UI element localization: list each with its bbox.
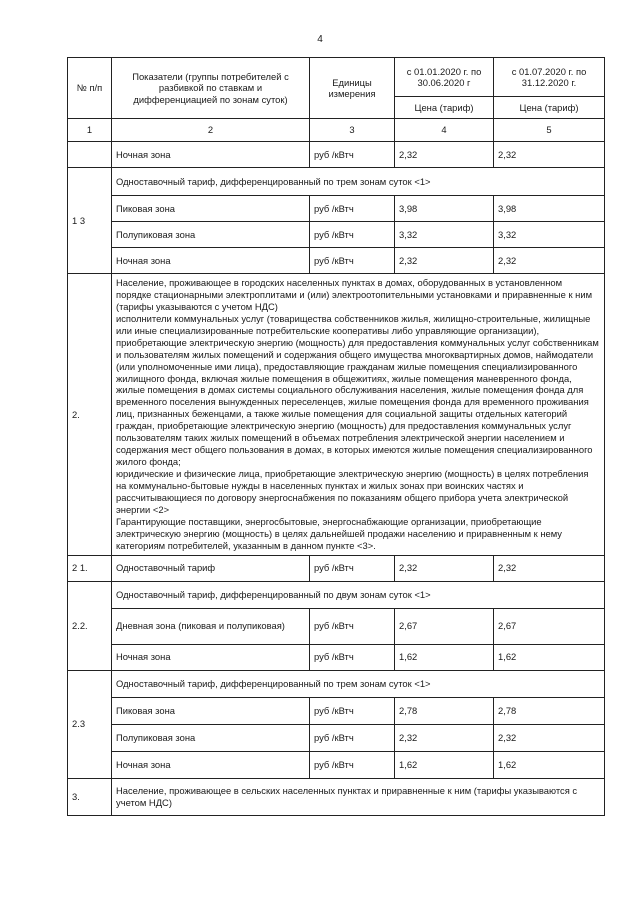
- row-unit: руб /кВтч: [310, 555, 395, 581]
- row-price-1: 2,32: [395, 142, 494, 168]
- section-1-3-title-row: [68, 168, 605, 196]
- row-price-2: 3,32: [494, 222, 605, 248]
- row-unit: руб /кВтч: [310, 697, 395, 724]
- table-row: [68, 555, 605, 581]
- row-label: Полупиковая зона: [112, 724, 310, 751]
- header-period-1: с 01.01.2020 г. по 30.06.2020 г: [395, 58, 494, 97]
- row-label: Дневная зона (пиковая и полупиковая): [112, 608, 310, 644]
- row-price-2: 2,32: [494, 555, 605, 581]
- index-cell: 4: [395, 119, 494, 142]
- section-title: Одноставочный тариф, дифференцированный по трем зонам суток <1>: [112, 670, 605, 697]
- row-price-1: 3,32: [395, 222, 494, 248]
- row-label: Пиковая зона: [112, 196, 310, 222]
- tariff-table: [67, 57, 605, 816]
- description-paragraph: юридические и физические лица, приобретающие электрическую энергию (мощность) в целях потребления на коммунально-бытовые нужды в населенных пунктах и жилых зонах при воинских частях и рассчитывающиеся по договору энергоснабжения по показаниям общего прибора учета электрической энергии <2>: [116, 468, 589, 515]
- row-label: Ночная зона: [112, 248, 310, 274]
- section-2-2-title-row: [68, 581, 605, 608]
- table-row: [68, 196, 605, 222]
- table-row: [68, 142, 605, 168]
- row-label: Ночная зона: [112, 751, 310, 778]
- row-price-1: 2,32: [395, 248, 494, 274]
- row-price-1: 3,98: [395, 196, 494, 222]
- row-label: Пиковая зона: [112, 697, 310, 724]
- section-number: 1 3: [68, 168, 112, 274]
- header-indicator: Показатели (группы потребителей с разбивкой по ставкам и дифференциацией по зонам суток): [112, 58, 310, 119]
- section-number: 2.: [68, 274, 112, 556]
- section-title: Одноставочный тариф, дифференцированный по двум зонам суток <1>: [112, 581, 605, 608]
- header-unit: Единицы измерения: [310, 58, 395, 119]
- row-label: Ночная зона: [112, 142, 310, 168]
- section-3-row: [68, 778, 605, 815]
- section-number: 3.: [68, 778, 112, 815]
- row-price-2: 2,32: [494, 248, 605, 274]
- row-price-2: 3,98: [494, 196, 605, 222]
- section-2-description: [112, 274, 605, 556]
- header-price-2: Цена (тариф): [494, 97, 605, 119]
- row-price-1: 2,78: [395, 697, 494, 724]
- row-price-1: 1,62: [395, 751, 494, 778]
- section-2-3-title-row: [68, 670, 605, 697]
- description-paragraph: исполнители коммунальных услуг (товарищества собственников жилья, жилищно-строительные, жилищные или иные специализированные потребительские кооперативы либо управляющие организации), приобретающие электрическую энергию (мощность) для предоставления коммунальных услуг собственникам и пользователям жилых помещений и содержания общего имущества многоквартирных домов, наймодатели (или уполномоченные ими лица), предоставляющие гражданам жилые помещения специализированного жилищного фонда, включая жилые помещения в общежитиях, жилые помещения маневренного фонда, жилые помещения в домах системы социального обслуживания населения, жилые помещения фонда для временного поселения вынужденных переселенцев, жилые помещения фонда для временного проживания лиц, признанных беженцами, а также жилые помещения для социальной защиты отдельных категорий граждан, приобретающие электрическую энергию (мощность) для предоставления коммунальных услуг пользователям таких жилых помещений в объемах потребления электрической энергии населением и содержания мест общего пользования в домах, в которых имеются жилые помещения специализированного жилого фонда;: [116, 312, 599, 468]
- row-unit: руб /кВтч: [310, 751, 395, 778]
- section-number: 2.2.: [68, 581, 112, 670]
- index-cell: 3: [310, 119, 395, 142]
- description-paragraph: Гарантирующие поставщики, энергосбытовые, энергоснабжающие организации, приобретающие электрическую энергию (мощность) в целях дальнейшей продажи населению и приравненным к нему категориям потребителей, указанным в данном пункте <3>.: [116, 515, 562, 551]
- page-number: 4: [317, 34, 323, 45]
- section-3-description: Население, проживающее в сельских населенных пунктах и приравненные к ним (тарифы указываются с учетом НДС): [112, 778, 605, 815]
- row-price-1: 2,32: [395, 724, 494, 751]
- row-unit: руб /кВтч: [310, 196, 395, 222]
- header-number: № п/п: [68, 58, 112, 119]
- row-unit: руб /кВтч: [310, 222, 395, 248]
- row-price-1: 2,67: [395, 608, 494, 644]
- row-price-2: 2,78: [494, 697, 605, 724]
- row-price-2: 1,62: [494, 751, 605, 778]
- row-unit: руб /кВтч: [310, 142, 395, 168]
- table-row: [68, 608, 605, 644]
- table-row: [68, 644, 605, 670]
- row-price-2: 2,67: [494, 608, 605, 644]
- row-price-1: 2,32: [395, 555, 494, 581]
- row-number: 2 1.: [68, 555, 112, 581]
- table-row: [68, 222, 605, 248]
- row-label: Одноставочный тариф: [112, 555, 310, 581]
- row-unit: руб /кВтч: [310, 724, 395, 751]
- row-price-1: 1,62: [395, 644, 494, 670]
- row-unit: руб /кВтч: [310, 608, 395, 644]
- index-cell: 2: [112, 119, 310, 142]
- header-row: [68, 58, 605, 97]
- row-unit: руб /кВтч: [310, 248, 395, 274]
- row-price-2: 1,62: [494, 644, 605, 670]
- section-title: Одноставочный тариф, дифференцированный по трем зонам суток <1>: [112, 168, 605, 196]
- table-row: [68, 697, 605, 724]
- index-cell: 1: [68, 119, 112, 142]
- section-2-row: [68, 274, 605, 556]
- index-cell: 5: [494, 119, 605, 142]
- header-price-1: Цена (тариф): [395, 97, 494, 119]
- row-unit: руб /кВтч: [310, 644, 395, 670]
- table-row: [68, 724, 605, 751]
- row-number: [68, 142, 112, 168]
- header-period-2: с 01.07.2020 г. по 31.12.2020 г.: [494, 58, 605, 97]
- table-row: [68, 248, 605, 274]
- row-price-2: 2,32: [494, 724, 605, 751]
- table-row: [68, 751, 605, 778]
- row-label: Ночная зона: [112, 644, 310, 670]
- description-paragraph: Население, проживающее в городских населенных пунктах в домах, оборудованных в установленном порядке стационарными электроплитами и (или) электроотопительными установками и приравненные к ним (тарифы указываются с учетом НДС): [116, 277, 593, 312]
- column-index-row: [68, 119, 605, 142]
- section-number: 2.3: [68, 670, 112, 778]
- row-price-2: 2,32: [494, 142, 605, 168]
- row-label: Полупиковая зона: [112, 222, 310, 248]
